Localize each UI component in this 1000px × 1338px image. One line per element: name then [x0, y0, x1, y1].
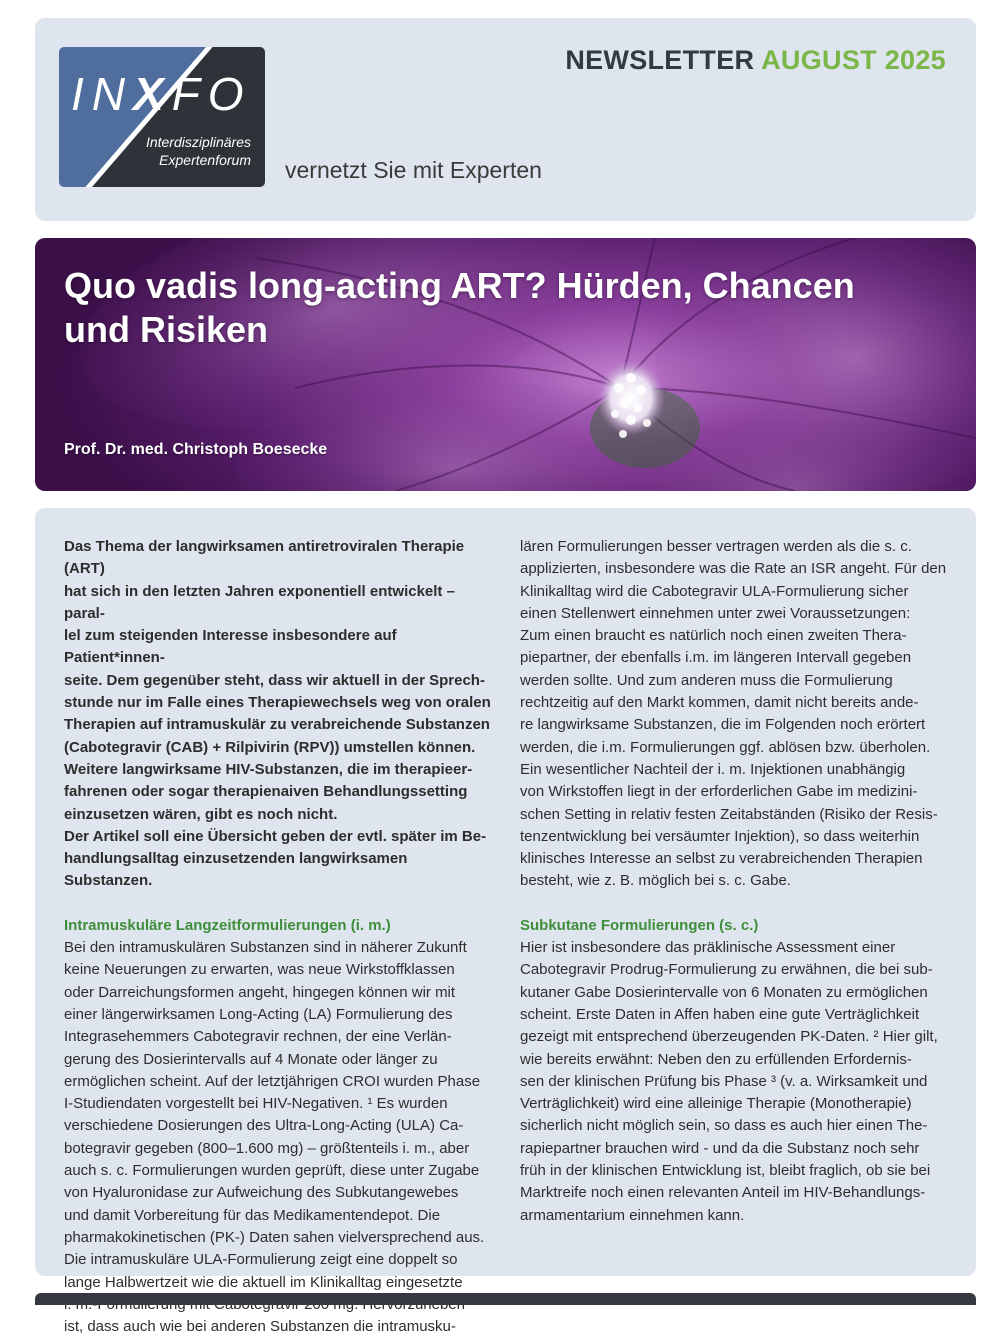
- text-line: Verträglichkeit) wird eine alleinige Therapie (Monotherapie): [520, 1095, 912, 1113]
- text-line: Klinikalltag wird die Cabotegravir ULA-Formulierung sicher: [520, 582, 909, 600]
- text-line: rechtzeitig auf den Markt kommen, damit nicht bereits ande-: [520, 694, 919, 712]
- section-intramuscular-continued: [520, 536, 950, 893]
- section-heading-subcutaneous: Subkutane Formulierungen (s. c.): [520, 916, 759, 934]
- intro-line: einzusetzen wären, gibt es noch nicht.: [64, 805, 338, 823]
- text-line: Bei den intramuskulären Substanzen sind in näherer Zukunft: [64, 939, 467, 957]
- text-line: pharmakokinetischen (PK-) Daten sahen vielversprechend aus.: [64, 1228, 485, 1246]
- text-line: piepartner, der ebenfalls i.m. im längeren Intervall gegeben: [520, 649, 912, 667]
- article-body: [35, 508, 976, 1336]
- inxfo-logo: [59, 47, 265, 187]
- text-line: wie bereits erwähnt: Neben den zu erfüllenden Erfordernis-: [520, 1050, 912, 1068]
- text-line: ist, dass auch wie bei anderen Substanzen die intramusku-: [64, 1318, 456, 1336]
- text-line: und damit Vorbereitung für das Medikamentendepot. Die: [64, 1206, 441, 1224]
- text-line: keine Neuerungen zu erwarten, was neue Wirkstoffklassen: [64, 961, 455, 979]
- text-line: gerung des Dosierintervalls auf 4 Monate oder länger zu: [64, 1050, 438, 1068]
- text-line: schen Setting in relativ festen Zeitabständen (Risiko der Resis-: [520, 805, 938, 823]
- article-column-right: [520, 536, 950, 1227]
- intro-line: seite. Dem gegenüber steht, dass wir aktuell in der Sprech-: [64, 671, 485, 689]
- text-line: lange Halbwertzeit wie die aktuell im Klinikalltag eingesetzte: [64, 1273, 463, 1291]
- intro-line: stunde nur im Falle eines Therapiewechsels weg von oralen: [64, 694, 491, 712]
- text-line: sicherlich nicht möglich sein, so dass es auch hier einen The-: [520, 1117, 928, 1135]
- text-line: von Hyaluronidase zur Aufweichung des Subkutangewebes: [64, 1184, 459, 1202]
- text-line: scheint. Erste Daten in Affen haben eine gute Verträglichkeit: [520, 1005, 920, 1023]
- newsletter-header: [35, 18, 976, 221]
- text-line: oder Darreichungsformen angeht, hingegen können wir mit: [64, 983, 456, 1001]
- article-author: Prof. Dr. med. Christoph Boesecke: [64, 441, 328, 458]
- footer-bar: [35, 1293, 976, 1305]
- intro-line: Das Thema der langwirksamen antiretroviralen Therapie (ART): [64, 538, 465, 578]
- text-line: einen Stellenwert einnehmen unter zwei Voraussetzungen:: [520, 604, 911, 622]
- text-line: armamentarium einnehmen kann.: [520, 1206, 745, 1224]
- intro-line: hat sich in den letzten Jahren exponentiell entwickelt – paral-: [64, 582, 455, 622]
- text-line: botegravir gegeben (800–1.600 mg) – größtenteils i. m., aber: [64, 1139, 470, 1157]
- hero-banner: [35, 238, 976, 491]
- section-subcutaneous-text: [520, 937, 950, 1227]
- intro-line: fahrenen oder sogar therapienaiven Behandlungssetting: [64, 783, 468, 801]
- text-line: werden, die i.m. Formulierungen ggf. ablösen bzw. überholen.: [520, 738, 931, 756]
- text-line: von Wirkstoffen liegt in der erforderlichen Gabe im medizini-: [520, 783, 918, 801]
- article-title: Quo vadis long-acting ART? Hürden, Chancen und Risiken: [64, 265, 855, 350]
- text-line: lären Formulierungen besser vertragen werden als die s. c.: [520, 538, 912, 555]
- intro-line: (Cabotegravir (CAB) + Rilpivirin (RPV)) umstellen können.: [64, 738, 476, 756]
- newsletter-issue: [565, 45, 946, 76]
- text-line: gezeigt mit entsprechend überzeugenden PK-Daten. ² Hier gilt,: [520, 1028, 938, 1046]
- text-line: Integrasehemmers Cabotegravir rechnen, der eine Verlän-: [64, 1028, 452, 1046]
- text-line: auch s. c. Formulierungen wurden geprüft, diese unter Zugabe: [64, 1162, 480, 1180]
- logo-wordmark: INXFO: [71, 68, 252, 120]
- newsletter-label: NEWSLETTER: [565, 45, 755, 75]
- intro-line: Weitere langwirksame HIV-Substanzen, die im therapieer-: [64, 760, 473, 778]
- text-line: Hier ist insbesondere das präklinische Assessment einer: [520, 939, 896, 957]
- text-line: besteht, wie z. B. möglich bei s. c. Gabe.: [520, 872, 791, 890]
- text-line: Zum einen braucht es natürlich noch einen zweiten Thera-: [520, 627, 907, 645]
- section-heading-intramuscular: Intramuskuläre Langzeitformulierungen (i. m.): [64, 916, 391, 934]
- text-line: klinisches Interesse an selbst zu verabreichenden Therapien: [520, 850, 923, 868]
- text-line: Ein wesentlicher Nachteil der i. m. Injektionen unabhängig: [520, 760, 906, 778]
- article-intro: [64, 536, 494, 893]
- intro-line: Der Artikel soll eine Übersicht geben der evtl. später im Be-: [64, 827, 487, 845]
- section-intramuscular-text: [64, 937, 494, 1338]
- text-line: applizierten, insbesondere was die Rate an ISR angeht. Für den: [520, 560, 947, 578]
- text-line: kutaner Gabe Dosierintervalle von 6 Monaten zu ermöglichen: [520, 983, 928, 1001]
- text-line: I-Studiendaten vorgestellt bei HIV-Negativen. ¹ Es wurden: [64, 1095, 448, 1113]
- text-line: früh in der klinischen Entwicklung ist, bleibt fraglich, ob sie bei: [520, 1162, 931, 1180]
- text-line: Die intramuskuläre ULA-Formulierung zeigt eine doppelt so: [64, 1251, 458, 1269]
- text-line: einer längerwirksamen Long-Acting (LA) Formulierung des: [64, 1005, 453, 1023]
- text-line: Marktreife noch einen relevanten Anteil im HIV-Behandlungs-: [520, 1184, 926, 1202]
- intro-line: Therapien auf intramuskulär zu verabreichende Substanzen: [64, 716, 490, 734]
- text-line: verschiedene Dosierungen des Ultra-Long-Acting (ULA) Ca-: [64, 1117, 464, 1135]
- text-line: Cabotegravir Prodrug-Formulierung zu erwähnen, die bei sub-: [520, 961, 933, 979]
- newsletter-date: AUGUST 2025: [761, 45, 946, 75]
- article-column-left: [64, 536, 494, 1338]
- logo-subtitle: Interdisziplinäres Expertenforum: [145, 134, 251, 168]
- tagline: vernetzt Sie mit Experten: [285, 157, 542, 183]
- intro-line: handlungsalltag einzusetzenden langwirksamen Substanzen.: [64, 850, 408, 890]
- text-line: ermöglichen scheint. Auf der letztjährigen CROI wurden Phase: [64, 1072, 481, 1090]
- text-line: sen der klinischen Prüfung bis Phase ³ (v. a. Wirksamkeit und: [520, 1072, 928, 1090]
- text-line: tenzentwicklung bei versäumter Injektion), so dass weiterhin: [520, 827, 920, 845]
- text-line: re langwirksame Substanzen, die im Folgenden noch erörtert: [520, 716, 926, 734]
- intro-line: lel zum steigenden Interesse insbesondere auf Patient*innen-: [64, 627, 397, 667]
- text-line: rapiepartner brauchen wird - und da die Substanz noch sehr: [520, 1139, 920, 1157]
- text-line: werden sollte. Und zum anderen muss die Formulierung: [520, 671, 893, 689]
